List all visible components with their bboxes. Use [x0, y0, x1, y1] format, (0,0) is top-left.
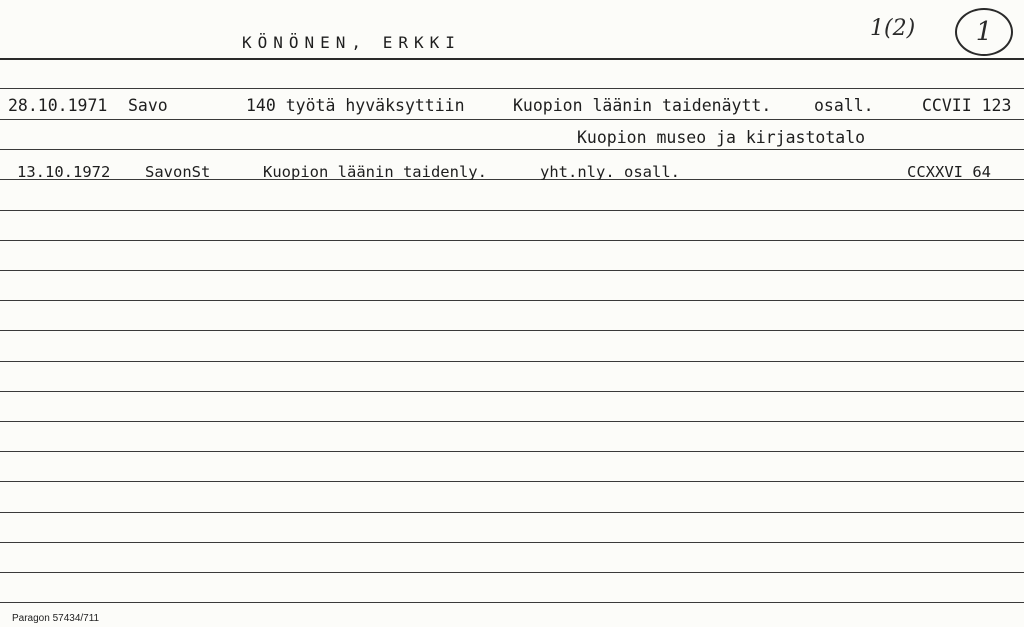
ruled-line — [0, 572, 1024, 573]
ruled-line — [0, 270, 1024, 271]
ruled-line — [0, 300, 1024, 301]
ruled-line — [0, 149, 1024, 150]
page-number-note: 1(2) — [870, 16, 916, 41]
entry-reference: CCVII 123 — [922, 96, 1012, 115]
entry-description: Kuopion läänin taidenly. — [263, 163, 487, 181]
entry-source: SavonSt — [145, 163, 211, 181]
entry-date: 28.10.1971 — [8, 96, 108, 115]
circled-card-number-text: 1 — [975, 17, 993, 47]
entry-date: 13.10.1972 — [17, 163, 111, 181]
printer-mark: Paragon 57434/711 — [12, 613, 100, 624]
entry-role: osall. — [814, 96, 874, 115]
entry-continuation: Kuopion museo ja kirjastotalo — [577, 128, 866, 147]
ruled-line — [0, 361, 1024, 362]
ruled-line — [0, 451, 1024, 452]
ruled-line — [0, 481, 1024, 482]
entry-note: 140 työtä hyväksyttiin — [246, 96, 465, 115]
header-rule — [0, 58, 1024, 60]
ruled-line — [0, 330, 1024, 331]
ruled-line — [0, 542, 1024, 543]
entry-role: yht.nly. osall. — [540, 163, 680, 181]
ruled-line — [0, 421, 1024, 422]
ruled-line — [0, 88, 1024, 89]
ruled-line — [0, 119, 1024, 120]
entry-reference: CCXXVI 64 — [907, 163, 991, 181]
circled-card-number — [955, 8, 1013, 56]
entry-source: Savo — [128, 96, 168, 115]
card-title: KÖNÖNEN, ERKKI — [242, 33, 461, 52]
ruled-line — [0, 512, 1024, 513]
ruled-line — [0, 240, 1024, 241]
ruled-line — [0, 391, 1024, 392]
ruled-line — [0, 210, 1024, 211]
entry-description: Kuopion läänin taidenäytt. — [513, 96, 772, 115]
ruled-line — [0, 602, 1024, 603]
